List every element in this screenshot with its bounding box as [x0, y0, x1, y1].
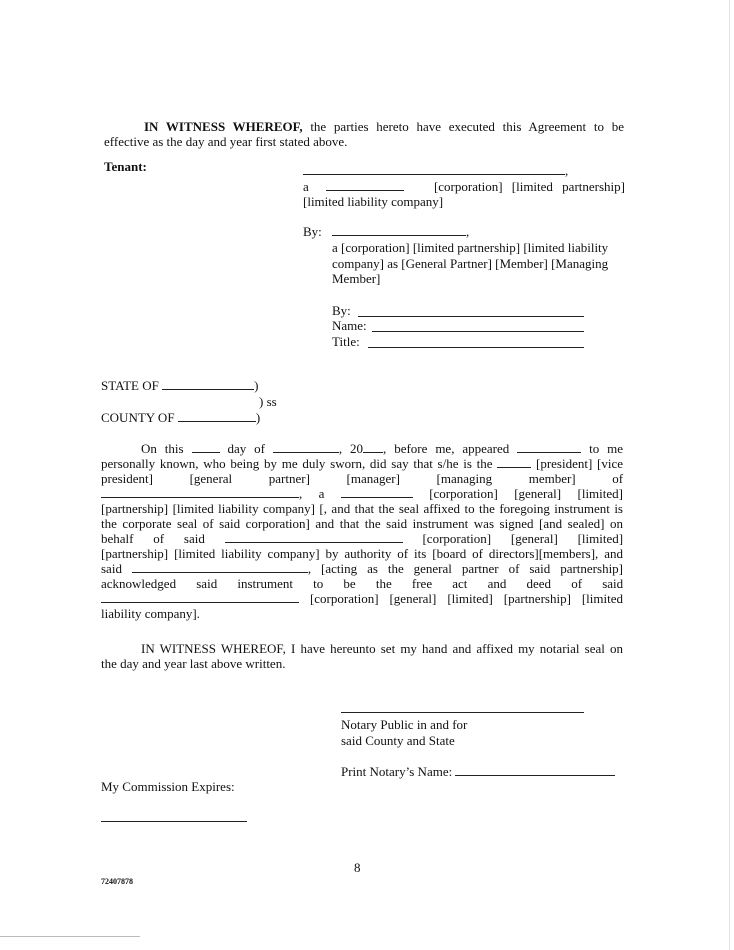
tenant-entity-line2: [limited liability company] [303, 194, 444, 209]
sig-by-label: By: [332, 303, 351, 318]
tenant-label: Tenant: [104, 159, 147, 174]
state-of: STATE OF ) [101, 378, 259, 393]
sig-name-label: Name: [332, 318, 367, 333]
sig-title-label: Title: [332, 334, 360, 349]
tenant-by-label: By: [303, 224, 322, 239]
ack-line3: president] [general partner] [manager] [managing member] of [101, 471, 624, 486]
ack-paragraph [101, 441, 623, 621]
commission-line [101, 821, 247, 822]
ack-line9: said , [acting as the general partner of said partnership] [101, 561, 624, 576]
ack-line11: [corporation] [general] [limited] [partnership] [limited [101, 591, 623, 606]
page-number: 8 [354, 860, 361, 875]
ack-line1: On this day of , 20 , before me, appeared to me [141, 441, 624, 456]
ack-line2: personally known, who being by me duly sworn, did say that s/he is the [president] [vice [101, 456, 624, 471]
ack-line6: the corporate seal of said corporation] and that the said instrument was signed [and sealed] on [101, 516, 623, 531]
witness2-line1: IN WITNESS WHEREOF, I have hereunto set my hand and affixed my notarial seal on [141, 641, 623, 656]
notary-line1: Notary Public in and for [341, 717, 468, 732]
sig-name-line [372, 320, 584, 335]
tenant-entity-line1: a [corporation] [limited partnership] [303, 179, 625, 194]
notary-line2: said County and State [341, 733, 455, 748]
ack-line4: , a [corporation] [general] [limited] [101, 486, 623, 501]
notary-signature-line [341, 712, 584, 713]
sig-title-line [368, 336, 584, 351]
ack-line7: behalf of said [corporation] [general] [limited] [101, 531, 624, 546]
ack-line8: [partnership] [limited liability company] by authority of its [board of directors][members], and [101, 546, 623, 561]
witness-intro-line1: IN WITNESS WHEREOF, the parties hereto have executed this Agreement to be [144, 119, 624, 134]
gp-line2: company] as [General Partner] [Member] [Managing [332, 256, 609, 271]
notary-print-name: Print Notary’s Name: [341, 764, 615, 779]
ack-line12: liability company]. [101, 606, 200, 621]
county-of: COUNTY OF ) [101, 410, 261, 425]
ss-mark: ) ss [259, 394, 277, 409]
gp-line1: a [corporation] [limited partnership] [limited liability [332, 240, 609, 255]
sig-by-line [358, 305, 584, 320]
ack-line5: [partnership] [limited liability company] [, and that the seal affixed to the foregoing instrument is [101, 501, 623, 516]
commission-expires: My Commission Expires: [101, 779, 235, 794]
witness-intro-line2: effective as the day and year first stated above. [104, 134, 348, 149]
gp-line3: Member] [332, 271, 381, 286]
tenant-name-line: , [303, 163, 568, 178]
document-id: 72407878 [101, 877, 133, 886]
page-edge-scan-line [729, 0, 730, 950]
witness2-line2: the day and year last above written. [101, 656, 286, 671]
scan-artifact-line [0, 936, 140, 937]
tenant-by-line: , [332, 224, 469, 239]
ack-line10: acknowledged said instrument to be the free act and deed of said [101, 576, 624, 591]
